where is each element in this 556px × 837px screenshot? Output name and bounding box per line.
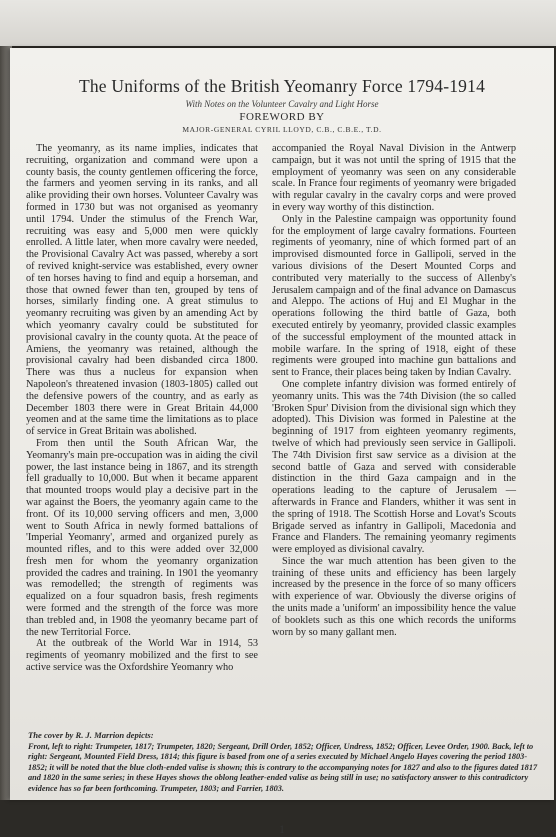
page-title: The Uniforms of the British Yeomanry Force 1794-1914: [78, 76, 486, 96]
paragraph: One complete infantry division was formed entirely of yeomanry units. This was the 74th Division (the so called 'Broken Spur' Division from the divisional sign which they adopted). This Division was formed in Palestine at the beginning of 1917 from eighteen yeomanry regiments, twelve of which had previously seen service in Gallipoli. The 74th Division first saw service as a division at the second battle of Gaza and served with considerable distinction in the third Gaza campaign and in the operations leading to the capture of Jerusalem — afterwards in France and Flanders, whither it was sent in the spring of 1918. The Scottish Horse and Lovat's Scouts Brigade served as infantry in Gallipoli, Macedonia and France and Flanders. The remaining yeomanry regiments were employed as divisional cavalry.: [272, 378, 516, 556]
page-number: 1: [279, 822, 285, 836]
left-column: [26, 143, 258, 674]
page-subtitle: With Notes on the Volunteer Cavalry and Light Horse: [185, 99, 379, 109]
right-column: [272, 143, 516, 638]
foreword-author: MAJOR-GENERAL CYRIL LLOYD, C.B., C.B.E., T.D.: [182, 125, 382, 134]
foreword-heading: FOREWORD BY: [239, 111, 325, 123]
paragraph: accompanied the Royal Naval Division in the Antwerp campaign, but it was not until the spring of 1915 that the employment of yeomanry was seen on any considerable scale. In France four regiments of yeomanry were brigaded with regular cavalry in the cavalry corps and were proved in every way worthy of this distinction.: [272, 143, 516, 213]
paragraph: Only in the Palestine campaign was opportunity found for the employment of large cavalry formations. Fourteen regiments of yeomanry, nine of which formed part of an improvised dismounted force in Gallipoli, served in the various divisions of the Desert Mounted Corps and contributed very materially to the success of Allenby's Jerusalem campaign and of the final advance on Damascus and Aleppo. The actions of Huj and El Mughar in the operations following the third battle of Gaza, both executed entirely by yeomanry, provided classic examples of the successful employment of the mounted attack in mobile warfare. In the spring of 1918, eight of these regiments were grouped into machine gun battalions and sent to France, their places being taken by Indian Cavalry.: [272, 213, 516, 379]
cover-note-heading: The cover by R. J. Marrion depicts:: [28, 730, 154, 740]
paragraph: The yeomanry, as its name implies, indicates that recruiting, organization and command were upon a county basis, the county gentlemen officering the force, the farmers and yeomen serving in its ranks, and all alike providing their own horses. Volunteer Cavalry was formed in 1730 but was not organised as yeomanry until 1794. Under the stimulus of the French War, recruiting was easy and 5,000 men were quickly enrolled. A little later, when more cavalry were needed, the Provisional Cavalry Act was passed, whereby a sort of revived knight-service was established, every owner of ten horses having to find and equip a horseman, and those that owned fewer than ten, grouped by tens of horses, similarly finding one. A great stimulus to yeomanry recruiting was given by an amending Act by which yeomanry cavalry could be substituted for provisional cavalry in the county quota. At the peace of Amiens, the yeomanry was retained, although the provisional cavalry had been disbanded circa 1800. There was thus a nucleus for expansion when Napoleon's threatened invasion (1803-1805) called out the defensive powers of the country, and as early as December 1803 there were in Great Britain 44,000 yeomen and at the same time the limitations as to place of service in Great Britain was abolished.: [26, 143, 258, 438]
paragraph: Since the war much attention has been given to the training of these units and efficiency has been largely increased by the presence in the force of so many officers with experience of war. Obviously the diverse origins of the units made a 'uniform' an impossibility hence the value of booklets such as this one which records the uniforms worn by so many gallant men.: [272, 555, 516, 638]
background-surface: [0, 0, 556, 46]
paragraph: At the outbreak of the World War in 1914, 53 regiments of yeomanry mobilized and the first to see active service was the Oxfordshire Yeomanry who: [26, 638, 258, 674]
paragraph: From then until the South African War, the Yeomanry's main pre-occupation was in aiding the civil power, the last instance being in 1867, and its strength fell gradually to 10,000. But when it became apparent that mounted troops would play a decisive part in the war against the Boers, the yeomanry again came to the front. Of its 10,000 serving officers and men, 3,000 went to South Africa in newly formed battalions of 'Imperial Yeomanry', armed and organized purely as mounted rifles, and to this were added over 32,000 fresh men for whom the yeomanry organization provided the cadres and training. In 1901 the yeomanry was remodelled; the strength of regiments was equalized on a four squadron basis, fresh regiments were formed and the strength of the force was more than trebled and, in 1908 the yeomanry became part of the new Territorial Force.: [26, 437, 258, 638]
cover-note-text: Front, left to right: Trumpeter, 1817; Trumpeter, 1820; Sergeant, Drill Order, 1852; Officer, Undress, 1852; Officer, Levee Order, 1900. Back, left to right: Sergeant, Mounted Field Dress, 1814; this figure is based from one of a series executed by Michael Angelo Hayes covering the period 1803-1852; it will be noted that the blue cloth-ended valise is shown; this is contrary to the accompanying notes for 1827 and also to the figures dated 1817 and 1820 in the same series; in these Hayes shows the oblong leather-ended valise as being still in use; no satisfactory answer to this contradictory evidence has so far been forthcoming. Trumpeter, 1803; and Farrier, 1803.: [28, 741, 538, 793]
cover-note: [28, 730, 540, 795]
document-page: [10, 48, 554, 836]
